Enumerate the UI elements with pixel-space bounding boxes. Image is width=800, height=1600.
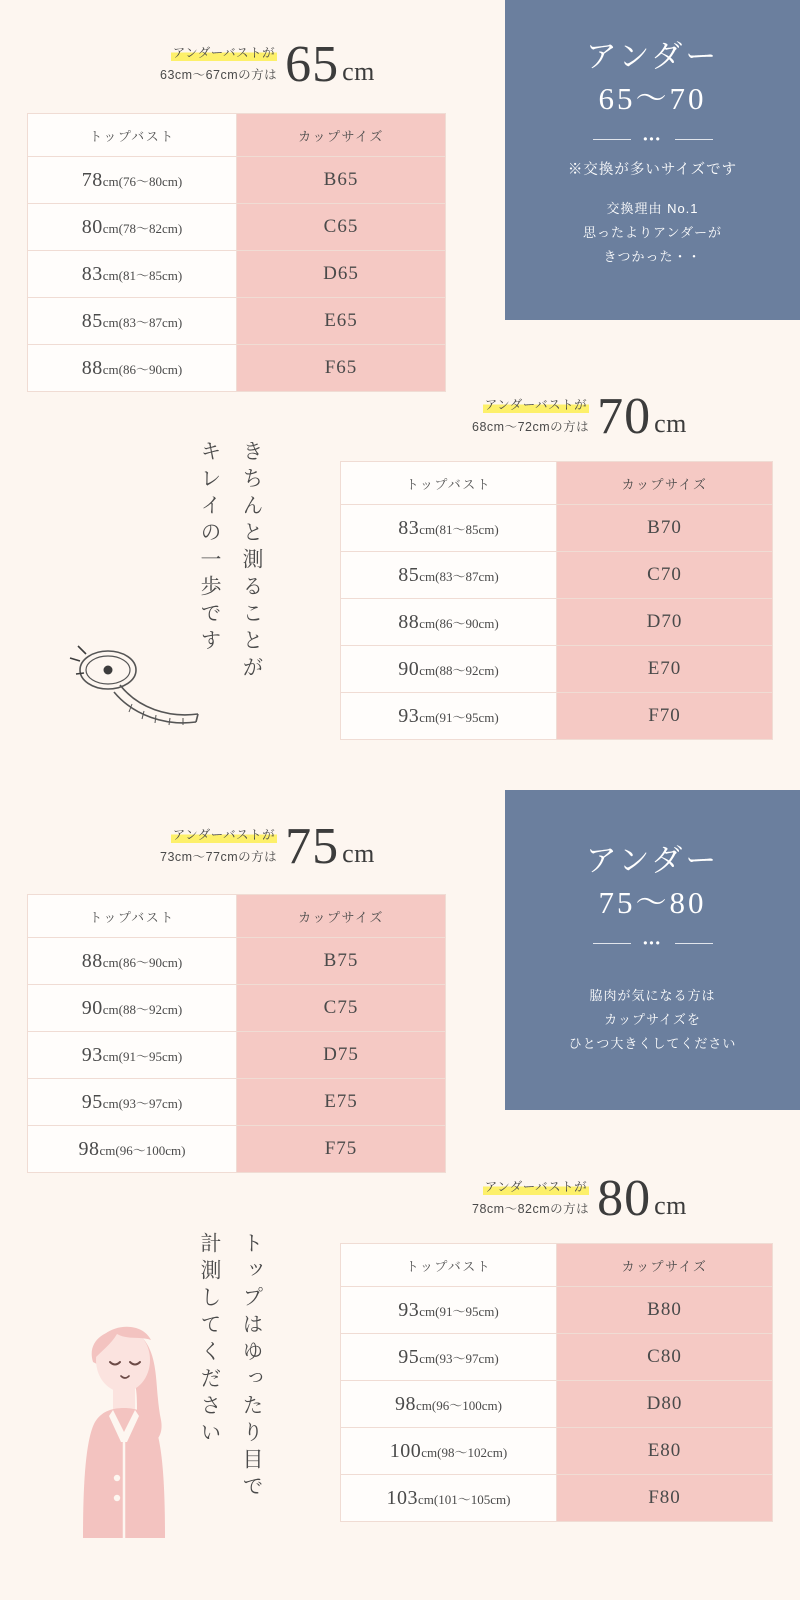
cell-top-bust: 88cm(86〜90cm) bbox=[28, 345, 237, 392]
cell-cup-size: B70 bbox=[557, 505, 773, 552]
column-header-cup-size: カップサイズ bbox=[557, 462, 773, 505]
table-row bbox=[28, 298, 446, 345]
marker-text: アンダーバストが bbox=[484, 398, 588, 413]
divider-dots: ••• bbox=[643, 935, 662, 950]
table-row bbox=[28, 1079, 446, 1126]
cell-cup-size: B80 bbox=[557, 1287, 773, 1334]
range-text: 78cm〜82cmの方は bbox=[472, 1202, 590, 1217]
size-heading-80 bbox=[472, 1170, 687, 1227]
size-heading-80-caption bbox=[472, 1178, 597, 1223]
table-row bbox=[28, 1126, 446, 1173]
column-header-cup-size: カップサイズ bbox=[237, 114, 446, 157]
table-row bbox=[341, 693, 773, 740]
cell-top-bust: 80cm(78〜82cm) bbox=[28, 204, 237, 251]
cell-cup-size: E70 bbox=[557, 646, 773, 693]
cell-top-bust: 78cm(76〜80cm) bbox=[28, 157, 237, 204]
cell-cup-size: C80 bbox=[557, 1334, 773, 1381]
cell-cup-size: E75 bbox=[237, 1079, 446, 1126]
cell-cup-size: B65 bbox=[237, 157, 446, 204]
divider-dots: ••• bbox=[643, 131, 662, 146]
column-header-top-bust: トップバスト bbox=[28, 114, 237, 157]
marker-text: アンダーバストが bbox=[172, 828, 276, 843]
table-row bbox=[28, 1032, 446, 1079]
cell-top-bust: 95cm(93〜97cm) bbox=[28, 1079, 237, 1126]
cell-cup-size: D75 bbox=[237, 1032, 446, 1079]
table-body bbox=[28, 938, 446, 1173]
table-header-row bbox=[28, 895, 446, 938]
cell-cup-size: F80 bbox=[557, 1475, 773, 1522]
vertical-line-1: きちんと測ることが bbox=[240, 440, 263, 683]
size-unit: cm bbox=[654, 409, 687, 439]
table-row bbox=[28, 204, 446, 251]
vertical-line-2: キレイの一歩です bbox=[198, 440, 221, 656]
cell-top-bust: 98cm(96〜100cm) bbox=[28, 1126, 237, 1173]
info-panel-under-75-80 bbox=[505, 790, 800, 1110]
vertical-line-1: トップはゆったり目で bbox=[240, 1232, 263, 1502]
table-row bbox=[341, 1428, 773, 1475]
table-header-row bbox=[341, 462, 773, 505]
cell-top-bust: 93cm(91〜95cm) bbox=[28, 1032, 237, 1079]
size-number: 75 bbox=[285, 818, 340, 875]
panel-divider bbox=[593, 935, 713, 950]
cell-cup-size: F70 bbox=[557, 693, 773, 740]
cell-cup-size: D80 bbox=[557, 1381, 773, 1428]
size-unit: cm bbox=[342, 57, 375, 87]
column-header-top-bust: トップバスト bbox=[341, 462, 557, 505]
measuring-tape-illustration bbox=[60, 630, 220, 740]
cell-top-bust: 93cm(91〜95cm) bbox=[341, 1287, 557, 1334]
size-number: 80 bbox=[597, 1170, 652, 1227]
cell-cup-size: F65 bbox=[237, 345, 446, 392]
table-row bbox=[28, 938, 446, 985]
column-header-cup-size: カップサイズ bbox=[557, 1244, 773, 1287]
woman-illustration bbox=[35, 1300, 215, 1550]
cell-top-bust: 95cm(93〜97cm) bbox=[341, 1334, 557, 1381]
table-row bbox=[341, 646, 773, 693]
cell-top-bust: 103cm(101〜105cm) bbox=[341, 1475, 557, 1522]
info-panel-note: ※交換が多いサイズです bbox=[567, 161, 738, 178]
table-row bbox=[341, 1381, 773, 1428]
info-panel-title: アンダー 75〜80 bbox=[585, 843, 720, 920]
size-number: 70 bbox=[597, 388, 652, 445]
marker-text: アンダーバストが bbox=[172, 46, 276, 61]
size-heading-75 bbox=[160, 818, 375, 875]
table-row bbox=[28, 157, 446, 204]
column-header-cup-size: カップサイズ bbox=[237, 895, 446, 938]
range-text: 73cm〜77cmの方は bbox=[160, 850, 278, 865]
info-panel-under-65-70 bbox=[505, 0, 800, 320]
table-row bbox=[341, 552, 773, 599]
size-unit: cm bbox=[654, 1191, 687, 1221]
column-header-top-bust: トップバスト bbox=[28, 895, 237, 938]
info-panel-body: 交換理由 No.1 思ったよりアンダーが きつかった・・ bbox=[583, 200, 722, 264]
size-number: 65 bbox=[285, 36, 340, 93]
cell-top-bust: 100cm(98〜102cm) bbox=[341, 1428, 557, 1475]
cell-top-bust: 90cm(88〜92cm) bbox=[341, 646, 557, 693]
size-table-70 bbox=[340, 461, 773, 740]
size-heading-65-caption bbox=[160, 44, 285, 89]
cell-cup-size: F75 bbox=[237, 1126, 446, 1173]
cell-cup-size: B75 bbox=[237, 938, 446, 985]
table-body bbox=[341, 1287, 773, 1522]
table-row bbox=[28, 985, 446, 1032]
vertical-line-2: 計測してください bbox=[198, 1232, 221, 1448]
table-row bbox=[341, 1475, 773, 1522]
table-row bbox=[341, 1334, 773, 1381]
table-header-row bbox=[341, 1244, 773, 1287]
cell-cup-size: C65 bbox=[237, 204, 446, 251]
size-table-80 bbox=[340, 1243, 773, 1522]
table-body bbox=[28, 157, 446, 392]
marker-text: アンダーバストが bbox=[484, 1180, 588, 1195]
size-unit: cm bbox=[342, 839, 375, 869]
cell-cup-size: C75 bbox=[237, 985, 446, 1032]
cell-top-bust: 83cm(81〜85cm) bbox=[28, 251, 237, 298]
cell-cup-size: D70 bbox=[557, 599, 773, 646]
cell-cup-size: D65 bbox=[237, 251, 446, 298]
size-table-65 bbox=[27, 113, 446, 392]
info-panel-title: アンダー 65〜70 bbox=[585, 39, 720, 116]
cell-top-bust: 93cm(91〜95cm) bbox=[341, 693, 557, 740]
table-row bbox=[341, 599, 773, 646]
column-header-top-bust: トップバスト bbox=[341, 1244, 557, 1287]
cell-top-bust: 85cm(83〜87cm) bbox=[341, 552, 557, 599]
cell-top-bust: 85cm(83〜87cm) bbox=[28, 298, 237, 345]
range-text: 63cm〜67cmの方は bbox=[160, 68, 278, 83]
cell-top-bust: 88cm(86〜90cm) bbox=[341, 599, 557, 646]
range-text: 68cm〜72cmの方は bbox=[472, 420, 590, 435]
table-row bbox=[28, 251, 446, 298]
cell-top-bust: 90cm(88〜92cm) bbox=[28, 985, 237, 1032]
table-row bbox=[341, 505, 773, 552]
info-panel-body: 脇肉が気になる方は カップサイズを ひとつ大きくしてください bbox=[568, 987, 737, 1051]
size-heading-70 bbox=[472, 388, 687, 445]
cell-top-bust: 98cm(96〜100cm) bbox=[341, 1381, 557, 1428]
cell-cup-size: E80 bbox=[557, 1428, 773, 1475]
size-table-75 bbox=[27, 894, 446, 1173]
cell-top-bust: 83cm(81〜85cm) bbox=[341, 505, 557, 552]
table-row bbox=[341, 1287, 773, 1334]
table-header-row bbox=[28, 114, 446, 157]
cell-cup-size: C70 bbox=[557, 552, 773, 599]
cell-top-bust: 88cm(86〜90cm) bbox=[28, 938, 237, 985]
cell-cup-size: E65 bbox=[237, 298, 446, 345]
size-heading-65 bbox=[160, 36, 375, 93]
table-body bbox=[341, 505, 773, 740]
panel-divider bbox=[593, 131, 713, 146]
table-row bbox=[28, 345, 446, 392]
size-heading-75-caption bbox=[160, 826, 285, 871]
size-heading-70-caption bbox=[472, 396, 597, 441]
